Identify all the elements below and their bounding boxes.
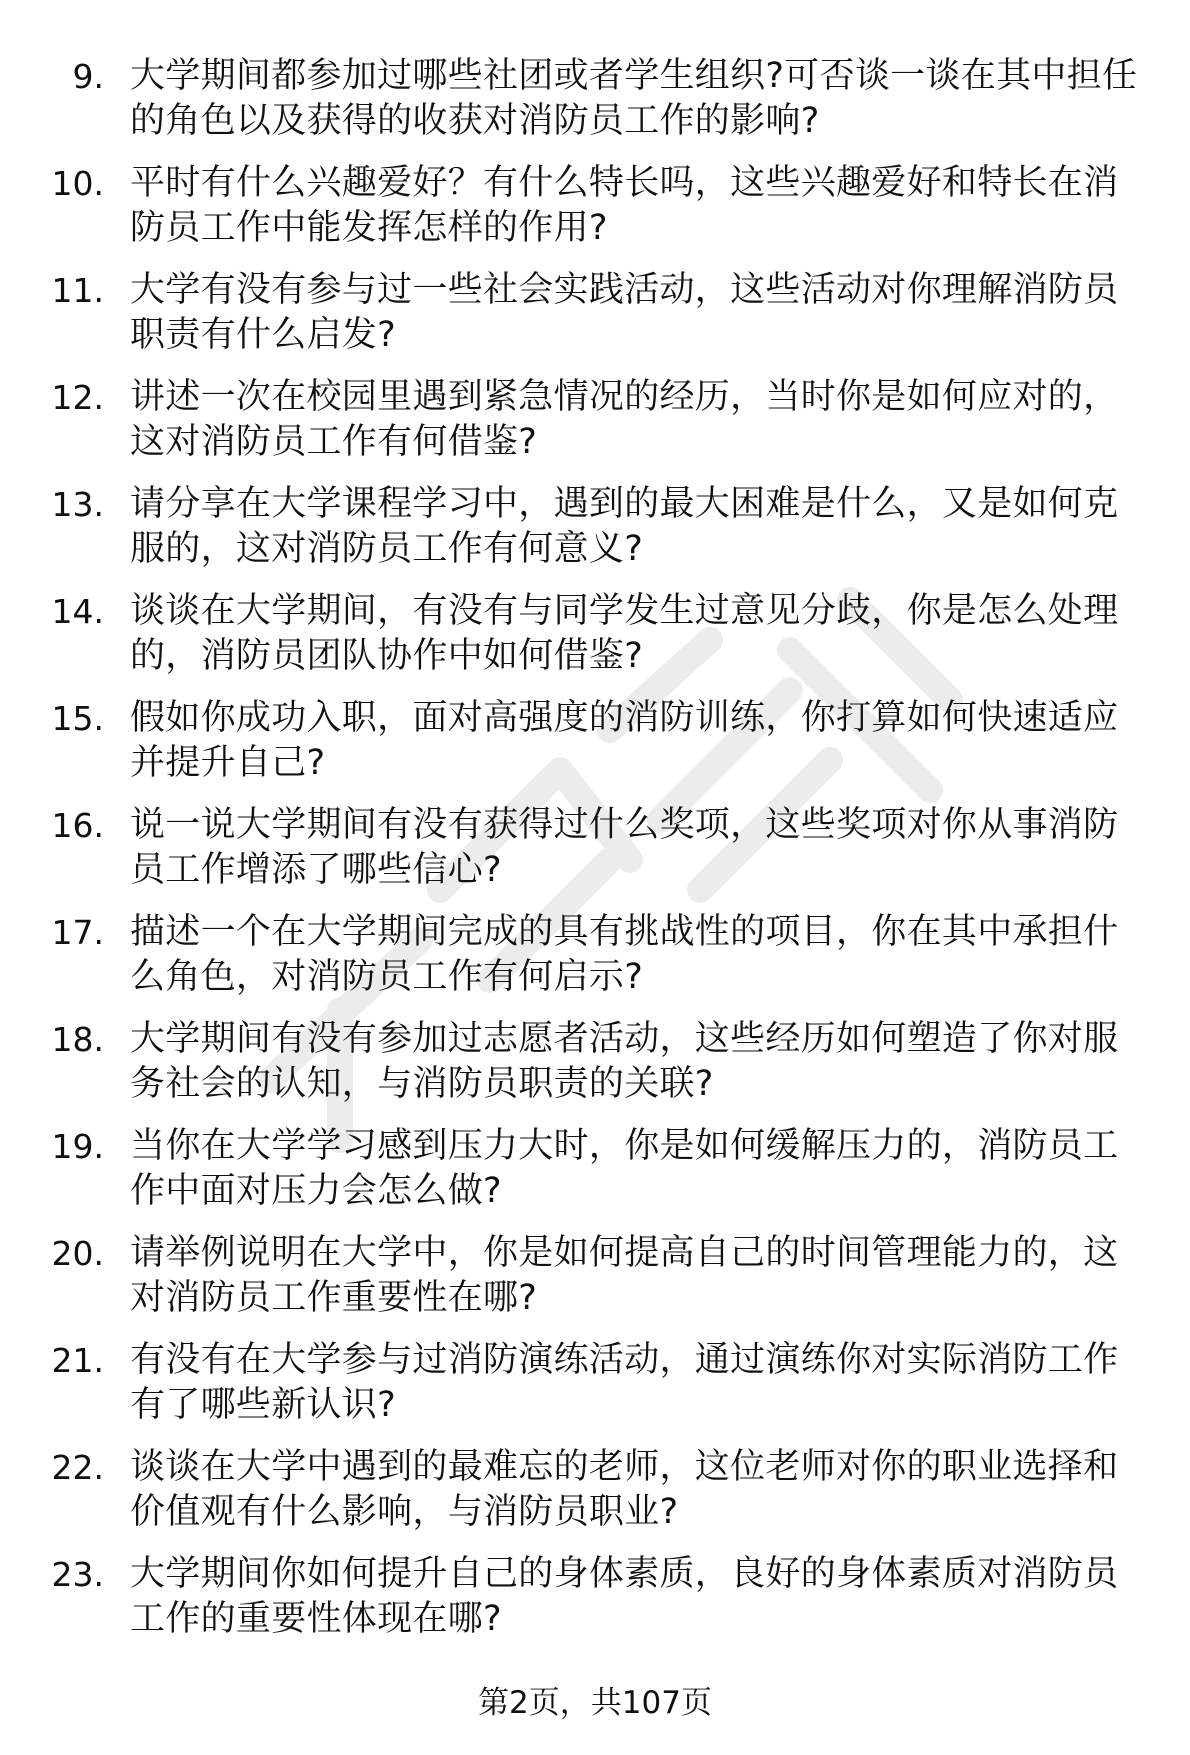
question-number: 22. (51, 1448, 104, 1487)
question-text: 谈谈在大学中遇到的最难忘的老师，这位老师对你的职业选择和价值观有什么影响，与消防员职业? (130, 1447, 1119, 1532)
question-number: 14. (51, 592, 104, 631)
question-item (0, 371, 1190, 478)
question-text: 大学有没有参与过一些社会实践活动，这些活动对你理解消防员职责有什么启发? (130, 270, 1119, 355)
question-text: 大学期间你如何提升自己的身体素质，良好的身体素质对消防员工作的重要性体现在哪? (130, 1554, 1119, 1639)
question-item (0, 1120, 1190, 1227)
question-text: 有没有在大学参与过消防演练活动，通过演练你对实际消防工作有了哪些新认识? (130, 1340, 1119, 1425)
question-number: 23. (51, 1555, 104, 1594)
question-number: 12. (51, 378, 104, 417)
question-number: 20. (51, 1234, 104, 1273)
question-item (0, 799, 1190, 906)
question-number: 17. (51, 913, 104, 952)
question-text: 大学期间有没有参加过志愿者活动，这些经历如何塑造了你对服务社会的认知，与消防员职责的关联? (130, 1019, 1119, 1104)
question-item (0, 1227, 1190, 1334)
question-item (0, 478, 1190, 585)
question-text: 假如你成功入职，面对高强度的消防训练，你打算如何快速适应并提升自己? (130, 698, 1119, 783)
question-text: 请举例说明在大学中，你是如何提高自己的时间管理能力的，这对消防员工作重要性在哪? (130, 1233, 1119, 1318)
question-text: 描述一个在大学期间完成的具有挑战性的项目，你在其中承担什么角色，对消防员工作有何启示? (130, 912, 1119, 997)
question-item (0, 1334, 1190, 1441)
question-text: 请分享在大学课程学习中，遇到的最大困难是什么，又是如何克服的，这对消防员工作有何意义? (130, 484, 1119, 569)
question-number: 13. (51, 485, 104, 524)
question-text: 平时有什么兴趣爱好？有什么特长吗，这些兴趣爱好和特长在消防员工作中能发挥怎样的作用? (130, 163, 1119, 248)
question-number: 21. (51, 1341, 104, 1380)
question-item (0, 906, 1190, 1013)
question-text: 谈谈在大学期间，有没有与同学发生过意见分歧，你是怎么处理的，消防员团队协作中如何借鉴? (130, 591, 1119, 676)
question-item (0, 50, 1190, 157)
question-item (0, 264, 1190, 371)
question-number: 9. (72, 57, 104, 96)
question-text: 大学期间都参加过哪些社团或者学生组织?可否谈一谈在其中担任的角色以及获得的收获对消防员工作的影响? (130, 56, 1138, 141)
question-text: 讲述一次在校园里遇到紧急情况的经历，当时你是如何应对的，这对消防员工作有何借鉴? (130, 377, 1119, 462)
question-number: 15. (51, 699, 104, 738)
question-number: 18. (51, 1020, 104, 1059)
question-item (0, 157, 1190, 264)
question-item (0, 585, 1190, 692)
page-footer: 第2页，共107页 (478, 1685, 712, 1721)
question-text: 当你在大学学习感到压力大时，你是如何缓解压力的，消防员工作中面对压力会怎么做? (130, 1126, 1119, 1211)
question-number: 19. (51, 1127, 104, 1166)
question-item (0, 692, 1190, 799)
question-list (0, 50, 1190, 1655)
question-item (0, 1441, 1190, 1548)
question-item (0, 1013, 1190, 1120)
question-item (0, 1548, 1190, 1655)
question-text: 说一说大学期间有没有获得过什么奖项，这些奖项对你从事消防员工作增添了哪些信心? (130, 805, 1119, 890)
question-number: 11. (51, 271, 104, 310)
question-number: 16. (51, 806, 104, 845)
question-number: 10. (51, 164, 104, 203)
